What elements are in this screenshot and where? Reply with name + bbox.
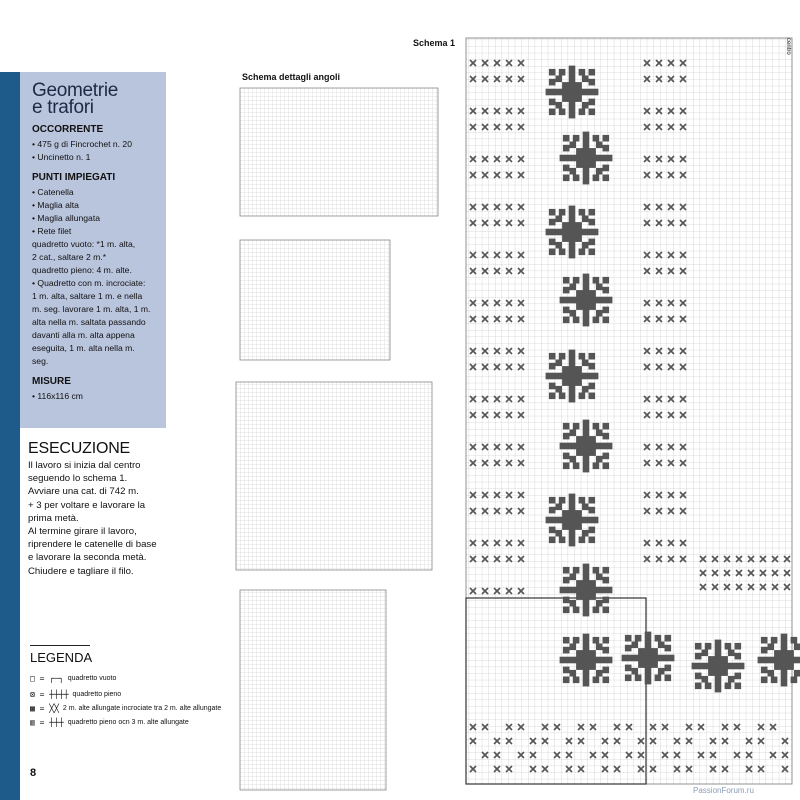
- motif-block: [570, 644, 577, 651]
- motif-block: [702, 650, 709, 657]
- motif-block: [728, 676, 735, 683]
- motif-block: [593, 677, 600, 684]
- motif-block: [794, 670, 800, 677]
- motif-block: [596, 284, 603, 291]
- motif-block: [589, 69, 596, 76]
- motif-block: [556, 102, 563, 109]
- motif-block: [559, 497, 566, 504]
- motif-block: [563, 463, 570, 470]
- motif-core: [562, 366, 582, 386]
- motif-block: [573, 423, 580, 430]
- corner-chart-3: [236, 382, 432, 570]
- motif-block: [549, 527, 556, 534]
- elongated-square-icon: ▥ = ┼┼┼: [30, 718, 64, 727]
- motif-block: [573, 463, 580, 470]
- motif-block: [563, 307, 570, 314]
- motif-block: [603, 567, 610, 574]
- motif-block: [603, 307, 610, 314]
- occorrente-item: • 475 g di Fincrochet n. 20: [32, 139, 132, 149]
- motif-block: [579, 497, 586, 504]
- motif-block: [593, 567, 600, 574]
- motif-block: [582, 242, 589, 249]
- motif-block: [632, 642, 639, 649]
- punti-item: davanti alla m. alta appena: [32, 330, 135, 340]
- motif-block: [549, 353, 556, 360]
- motif-block: [603, 667, 610, 674]
- snowflake-motif: [692, 640, 745, 693]
- motif-block: [589, 209, 596, 216]
- motif-block: [728, 650, 735, 657]
- motif-block: [549, 109, 556, 116]
- article-title: Geometrie e trafori: [32, 80, 119, 118]
- motif-block: [570, 284, 577, 291]
- motif-block: [549, 219, 556, 226]
- motif-block: [556, 216, 563, 223]
- motif-block: [665, 665, 672, 672]
- motif-core: [562, 82, 582, 102]
- motif-block: [768, 644, 775, 651]
- motif-block: [596, 168, 603, 175]
- motif-block: [563, 433, 570, 440]
- motif-block: [589, 497, 596, 504]
- legend-label: quadretto pieno ocn 3 m. alte allungate: [67, 719, 189, 726]
- motif-block: [549, 79, 556, 86]
- legend-label: quadretto pieno: [72, 691, 122, 698]
- motif-block: [563, 423, 570, 430]
- motif-block: [603, 175, 610, 182]
- motif-block: [556, 360, 563, 367]
- motif-block: [573, 637, 580, 644]
- motif-block: [563, 287, 570, 294]
- motif-block: [559, 249, 566, 256]
- punti-item: alta nella m. saltata passando: [32, 317, 146, 327]
- motif-block: [596, 142, 603, 149]
- motif-core: [576, 290, 596, 310]
- corner-chart-2: [240, 240, 390, 360]
- motif-block: [593, 637, 600, 644]
- motif-block: [655, 635, 662, 642]
- motif-core: [708, 656, 728, 676]
- motif-block: [593, 277, 600, 284]
- motif-block: [771, 677, 778, 684]
- motif-block: [570, 456, 577, 463]
- motif-block: [705, 683, 712, 690]
- crossed-square-icon: ▩ = ╳╳: [30, 704, 59, 713]
- motif-block: [570, 574, 577, 581]
- punti-item: quadretto pieno: 4 m. alte.: [32, 265, 132, 275]
- motif-block: [596, 456, 603, 463]
- snowflake-motif: [560, 634, 613, 687]
- motif-block: [579, 69, 586, 76]
- motif-block: [655, 675, 662, 682]
- motif-block: [559, 353, 566, 360]
- motif-block: [556, 504, 563, 511]
- snowflake-motif: [546, 350, 599, 403]
- motif-block: [596, 310, 603, 317]
- snowflake-motif: [560, 420, 613, 473]
- motif-block: [635, 635, 642, 642]
- execution-text: Il lavoro si inizia dal centro seguendo lo schema 1. Avviare una cat. di 742 m. + 3 per voltare e lavorare la prima metà. Al termine girare il lavoro, riprendere le catenelle di base e lavorare la seconda metà. Chiudere e tagliare il filo.: [28, 460, 157, 577]
- motif-block: [603, 463, 610, 470]
- motif-block: [702, 676, 709, 683]
- punti-item: • Quadretto con m. incrociate:: [32, 278, 146, 288]
- motif-core: [774, 650, 794, 670]
- motif-block: [579, 393, 586, 400]
- punti-item: quadretto vuoto: *1 m. alta,: [32, 239, 136, 249]
- motif-block: [761, 647, 768, 654]
- motif-block: [573, 567, 580, 574]
- motif-block: [589, 99, 596, 106]
- motif-block: [603, 277, 610, 284]
- motif-block: [589, 507, 596, 514]
- motif-block: [665, 675, 672, 682]
- motif-block: [603, 677, 610, 684]
- punti-item: m. seg. lavorare 1 m. alta, 1 m.: [32, 304, 151, 314]
- punti-item: 1 m. alta, saltare 1 m. e nella: [32, 291, 143, 301]
- motif-block: [603, 423, 610, 430]
- motif-block: [563, 277, 570, 284]
- motif-block: [559, 69, 566, 76]
- motif-block: [573, 317, 580, 324]
- motif-block: [725, 683, 732, 690]
- motif-block: [589, 537, 596, 544]
- motif-block: [582, 102, 589, 109]
- motif-block: [589, 363, 596, 370]
- motif-block: [596, 600, 603, 607]
- motif-core: [576, 650, 596, 670]
- motif-block: [603, 607, 610, 614]
- motif-block: [603, 317, 610, 324]
- motif-block: [563, 677, 570, 684]
- motif-block: [579, 537, 586, 544]
- motif-block: [695, 643, 702, 650]
- motif-block: [603, 287, 610, 294]
- motif-block: [589, 393, 596, 400]
- motif-block: [761, 637, 768, 644]
- motif-block: [573, 277, 580, 284]
- motif-block: [761, 667, 768, 674]
- motif-core: [576, 148, 596, 168]
- punti-item: • Rete filet: [32, 226, 72, 236]
- motif-block: [582, 76, 589, 83]
- motif-block: [593, 317, 600, 324]
- motif-block: [570, 168, 577, 175]
- snowflake-motif: [560, 132, 613, 185]
- occorrente-heading: OCCORRENTE: [32, 124, 104, 135]
- motif-block: [625, 645, 632, 652]
- motif-core: [576, 436, 596, 456]
- motif-block: [705, 643, 712, 650]
- motif-block: [589, 249, 596, 256]
- corner-chart-1: [240, 88, 438, 216]
- motif-block: [582, 386, 589, 393]
- motif-block: [549, 393, 556, 400]
- motif-block: [695, 653, 702, 660]
- motif-block: [559, 209, 566, 216]
- motif-core: [576, 580, 596, 600]
- motif-block: [593, 423, 600, 430]
- punti-item: • Maglia alta: [32, 200, 79, 210]
- punti-item: 2 cat., saltare 2 m.*: [32, 252, 107, 262]
- motif-block: [563, 145, 570, 152]
- motif-block: [582, 216, 589, 223]
- motif-block: [579, 249, 586, 256]
- motif-block: [596, 670, 603, 677]
- motif-block: [563, 453, 570, 460]
- page-number: 8: [30, 767, 37, 779]
- motif-block: [589, 109, 596, 116]
- motif-block: [589, 527, 596, 534]
- motif-block: [603, 453, 610, 460]
- punti-item: seg.: [32, 356, 49, 366]
- motif-block: [549, 239, 556, 246]
- motif-block: [579, 209, 586, 216]
- motif-block: [563, 317, 570, 324]
- motif-block: [559, 393, 566, 400]
- motif-block: [556, 386, 563, 393]
- motif-block: [556, 530, 563, 537]
- motif-block: [625, 675, 632, 682]
- motif-block: [603, 577, 610, 584]
- misure-item: • 116x116 cm: [32, 391, 83, 401]
- main-chart: [466, 38, 800, 784]
- snowflake-motif: [546, 206, 599, 259]
- punti-item: • Catenella: [32, 187, 74, 197]
- motif-block: [596, 430, 603, 437]
- motif-block: [625, 635, 632, 642]
- motif-block: [563, 165, 570, 172]
- motif-block: [665, 645, 672, 652]
- motif-block: [563, 577, 570, 584]
- motif-block: [603, 433, 610, 440]
- motif-block: [579, 109, 586, 116]
- motif-block: [735, 683, 742, 690]
- motif-block: [593, 463, 600, 470]
- motif-block: [563, 597, 570, 604]
- motif-block: [768, 670, 775, 677]
- motif-block: [695, 683, 702, 690]
- motif-block: [570, 142, 577, 149]
- motif-block: [549, 507, 556, 514]
- motif-block: [735, 653, 742, 660]
- motif-block: [589, 353, 596, 360]
- motif-block: [556, 76, 563, 83]
- motif-block: [556, 242, 563, 249]
- motif-block: [573, 677, 580, 684]
- motif-block: [658, 642, 665, 649]
- motif-block: [549, 383, 556, 390]
- motif-block: [589, 79, 596, 86]
- motif-block: [735, 673, 742, 680]
- motif-block: [582, 360, 589, 367]
- motif-block: [725, 643, 732, 650]
- motif-block: [563, 637, 570, 644]
- motif-block: [791, 637, 798, 644]
- motif-block: [563, 175, 570, 182]
- motif-block: [549, 249, 556, 256]
- main-chart-title: Schema 1: [413, 38, 456, 48]
- motif-block: [589, 383, 596, 390]
- motif-block: [603, 135, 610, 142]
- motif-block: [563, 607, 570, 614]
- snowflake-motif: [560, 274, 613, 327]
- motif-block: [665, 635, 672, 642]
- motif-block: [593, 607, 600, 614]
- motif-block: [573, 607, 580, 614]
- punti-heading: PUNTI IMPIEGATI: [32, 172, 116, 183]
- motif-block: [596, 644, 603, 651]
- motif-block: [563, 135, 570, 142]
- motif-block: [582, 530, 589, 537]
- snowflake-motif: [546, 494, 599, 547]
- motif-block: [570, 430, 577, 437]
- motif-block: [603, 145, 610, 152]
- motif-block: [549, 99, 556, 106]
- motif-core: [562, 222, 582, 242]
- motif-block: [570, 310, 577, 317]
- motif-block: [625, 665, 632, 672]
- watermark: PassionForum.ru: [693, 786, 754, 795]
- punti-item: • Maglia allungata: [32, 213, 100, 223]
- motif-block: [794, 644, 800, 651]
- snowflake-motif: [622, 632, 675, 685]
- motif-block: [593, 135, 600, 142]
- punti-item: eseguita, 1 m. alta nella m.: [32, 343, 135, 353]
- misure-heading: MISURE: [32, 376, 71, 387]
- filled-square-icon: ⊠ = ┼┼┼┼: [30, 690, 69, 699]
- motif-block: [563, 567, 570, 574]
- motif-block: [735, 643, 742, 650]
- motif-block: [582, 504, 589, 511]
- motif-block: [559, 109, 566, 116]
- motif-block: [603, 597, 610, 604]
- legend-label: 2 m. alte allungate incrociate tra 2 m. alte allungate: [62, 705, 222, 712]
- motif-block: [563, 647, 570, 654]
- motif-block: [635, 675, 642, 682]
- motif-block: [695, 673, 702, 680]
- motif-block: [549, 209, 556, 216]
- motif-block: [573, 135, 580, 142]
- corner-chart-4: [240, 590, 386, 790]
- motif-block: [771, 637, 778, 644]
- motif-block: [589, 239, 596, 246]
- execution-heading: ESECUZIONE: [28, 440, 131, 457]
- motif-block: [632, 668, 639, 675]
- motif-block: [603, 165, 610, 172]
- legend-label: quadretto vuoto: [67, 675, 117, 682]
- motif-block: [791, 677, 798, 684]
- snowflake-motif: [560, 564, 613, 617]
- motif-block: [549, 537, 556, 544]
- motif-block: [563, 667, 570, 674]
- legend-heading: LEGENDA: [30, 650, 93, 665]
- motif-core: [638, 648, 658, 668]
- motif-block: [596, 574, 603, 581]
- motif-block: [603, 647, 610, 654]
- motif-block: [549, 497, 556, 504]
- motif-block: [658, 668, 665, 675]
- motif-core: [562, 510, 582, 530]
- motif-block: [570, 600, 577, 607]
- occorrente-item: • Uncinetto n. 1: [32, 152, 91, 162]
- motif-block: [549, 363, 556, 370]
- motif-block: [579, 353, 586, 360]
- motif-block: [549, 69, 556, 76]
- motif-block: [589, 219, 596, 226]
- motif-block: [603, 637, 610, 644]
- empty-square-icon: □ = ┌─┐: [30, 674, 64, 683]
- motif-block: [559, 537, 566, 544]
- motif-block: [761, 677, 768, 684]
- motif-block: [570, 670, 577, 677]
- corner-chart-title: Schema dettagli angoli: [242, 72, 341, 82]
- snowflake-motif: [546, 66, 599, 119]
- motif-block: [593, 175, 600, 182]
- motif-block: [573, 175, 580, 182]
